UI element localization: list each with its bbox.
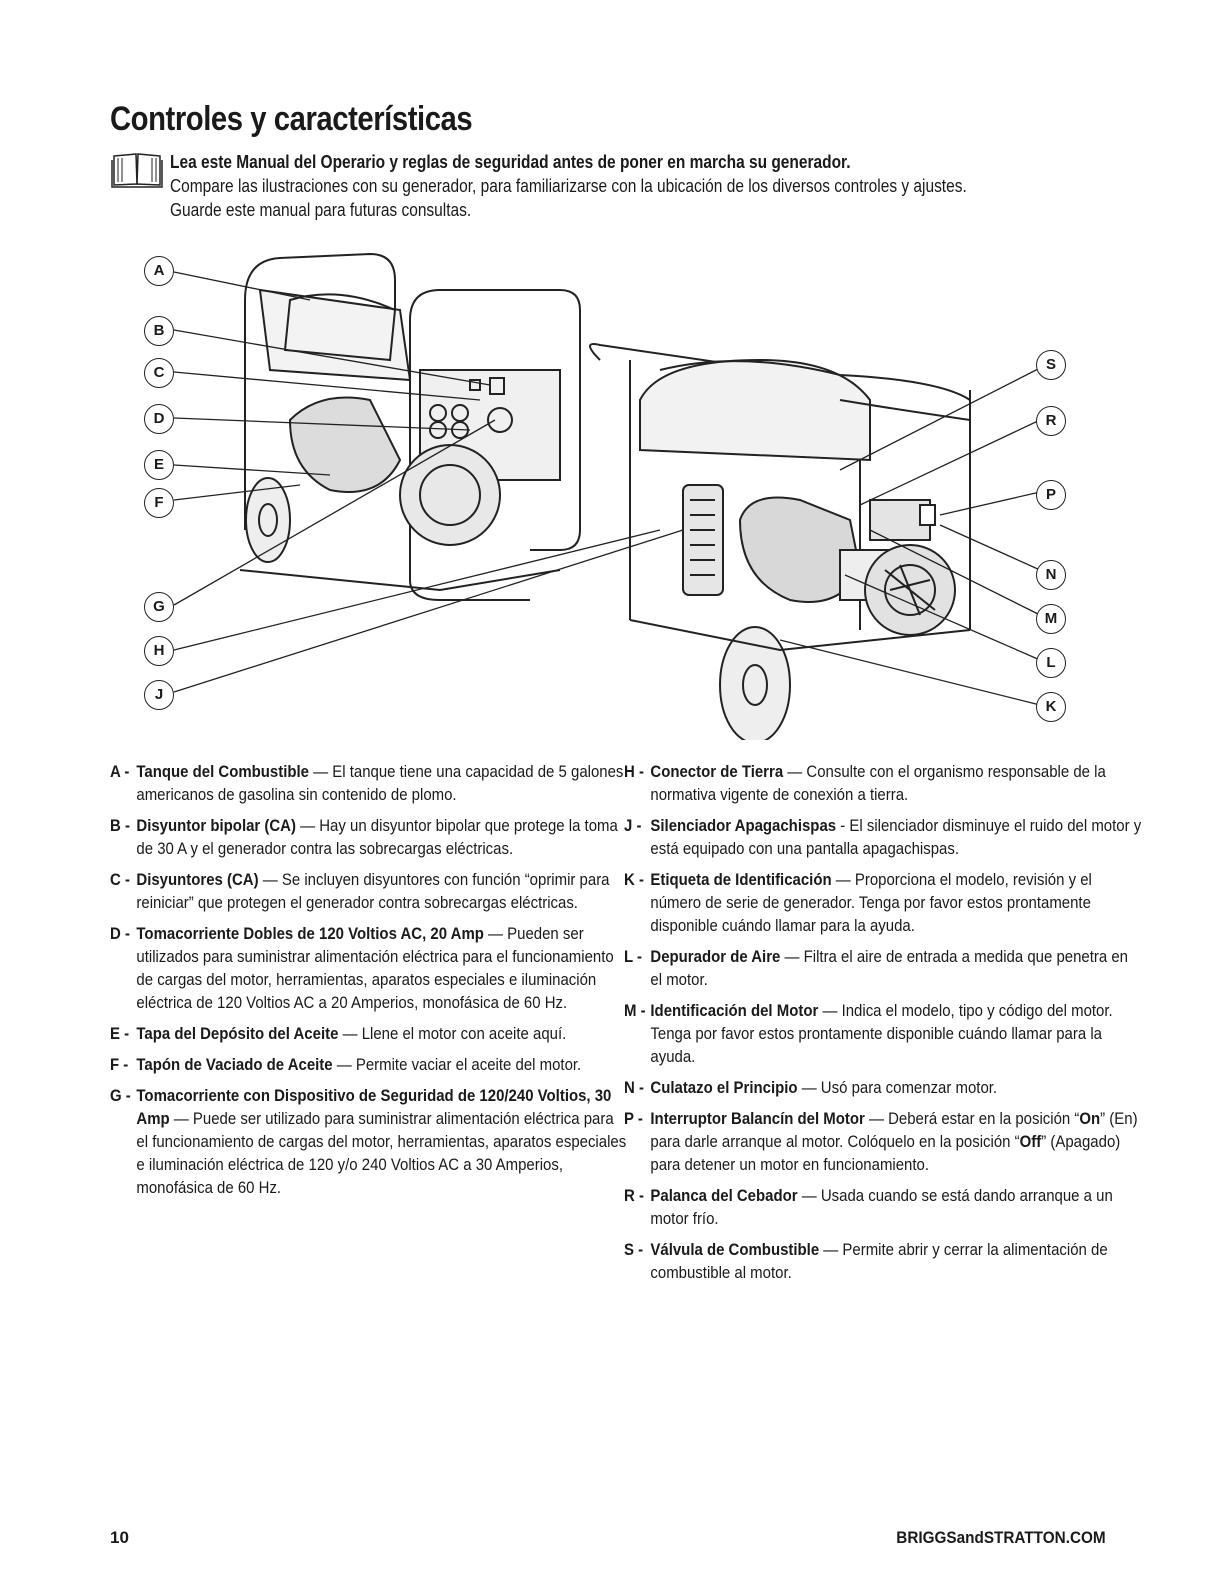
feature-item: C - Disyuntores (CA) — Se incluyen disyuntores con función “oprimir para reiniciar” que protegen el generador contra sobrecargas eléctricas.: [110, 870, 610, 912]
feature-item: R - Palanca del Cebador — Usada cuando se está dando arranque a un motor frío.: [624, 1186, 1113, 1228]
callout-p: P: [1036, 480, 1066, 510]
feature-item: D - Tomacorriente Dobles de 120 Voltios AC, 20 Amp — Pueden ser utilizados para suministrar alimentación eléctrica para el funcionamiento de cargas del motor, herramientas, aparatos especiales e iluminación eléctrica de 120 Voltios AC a 20 Amperios, monofásica de 60 Hz.: [110, 924, 614, 1012]
feature-item: P - Interruptor Balancín del Motor — Deberá estar en la posición “On” (En) para darle arranque al motor. Colóquelo en la posición “Off” (Apagado) para detener un motor en funcionamiento.: [624, 1109, 1138, 1174]
feature-item: M - Identificación del Motor — Indica el modelo, tipo y código del motor. Tenga por favor estos prontamente disponible cuándo llamar para la ayuda.: [624, 1001, 1113, 1066]
callout-r: R: [1036, 406, 1066, 436]
feature-item: J - Silenciador Apagachispas - El silenciador disminuye el ruido del motor y está equipado con una pantalla apagachispas.: [624, 816, 1142, 858]
callout-h: H: [144, 636, 174, 666]
callout-j: J: [144, 680, 174, 710]
book-icon: [110, 148, 164, 188]
intro-text: [170, 150, 1116, 222]
callout-n: N: [1036, 560, 1066, 590]
callout-l: L: [1036, 648, 1066, 678]
features-list-left: [110, 760, 627, 1207]
feature-item: F - Tapón de Vaciado de Aceite — Permite vaciar el aceite del motor.: [110, 1055, 582, 1074]
callout-d: D: [144, 404, 174, 434]
callout-a: A: [144, 256, 174, 286]
feature-item: G - Tomacorriente con Dispositivo de Seguridad de 120/240 Voltios, 30 Amp — Puede ser utilizado para suministrar alimentación eléctrica para el funcionamiento de cargas del motor, herramientas, aparatos especiales e iluminación eléctrica de 120 y/o 240 Voltios AC a 30 Amperios, monofásica de 60 Hz.: [110, 1086, 627, 1197]
callout-e: E: [144, 450, 174, 480]
feature-item: A - Tanque del Combustible — El tanque tiene una capacidad de 5 galones americanos de gasolina sin contenido de plomo.: [110, 762, 624, 804]
feature-item: K - Etiqueta de Identificación — Proporciona el modelo, revisión y el número de serie de generador. Tenga por favor estos prontamente disponible cuándo llamar para la ayuda.: [624, 870, 1092, 935]
intro-line: Guarde este manual para futuras consultas.: [170, 200, 472, 220]
website-url: BRIGGSandSTRATTON.COM: [896, 1528, 1106, 1547]
feature-item: E - Tapa del Depósito del Aceite — Llene el motor con aceite aquí.: [110, 1024, 567, 1043]
callout-f: F: [144, 488, 174, 518]
intro-line: Compare las ilustraciones con su generador, para familiarizarse con la ubicación de los diversos controles y ajustes.: [170, 176, 967, 196]
generator-drawing: [140, 230, 1080, 740]
right-wheel: [720, 627, 790, 740]
callout-s: S: [1036, 350, 1066, 380]
callout-c: C: [144, 358, 174, 388]
feature-item: H - Conector de Tierra — Consulte con el organismo responsable de la normativa vigente de conexión a tierra.: [624, 762, 1106, 804]
feature-item: N - Culatazo el Principio — Usó para comenzar motor.: [624, 1078, 998, 1097]
callout-b: B: [144, 316, 174, 346]
callout-k: K: [1036, 692, 1066, 722]
page-number: 10: [110, 1528, 129, 1547]
page-title: Controles y características: [110, 100, 473, 138]
features-list-right: [624, 760, 1142, 1292]
feature-item: S - Válvula de Combustible — Permite abrir y cerrar la alimentación de combustible al motor.: [624, 1240, 1108, 1282]
alternator: [400, 445, 500, 545]
rocker-switch: [920, 505, 935, 525]
intro-warning: Lea este Manual del Operario y reglas de seguridad antes de poner en marcha su generador.: [170, 152, 851, 172]
feature-item: B - Disyuntor bipolar (CA) — Hay un disyuntor bipolar que protege la toma de 30 A y el generador contra las sobrecargas eléctricas.: [110, 816, 618, 858]
feature-item: L - Depurador de Aire — Filtra el aire de entrada a medida que penetra en el motor.: [624, 947, 1128, 989]
callout-g: G: [144, 592, 174, 622]
callout-m: M: [1036, 604, 1066, 634]
generator-illustration: [140, 230, 1080, 740]
muffler: [683, 485, 723, 595]
